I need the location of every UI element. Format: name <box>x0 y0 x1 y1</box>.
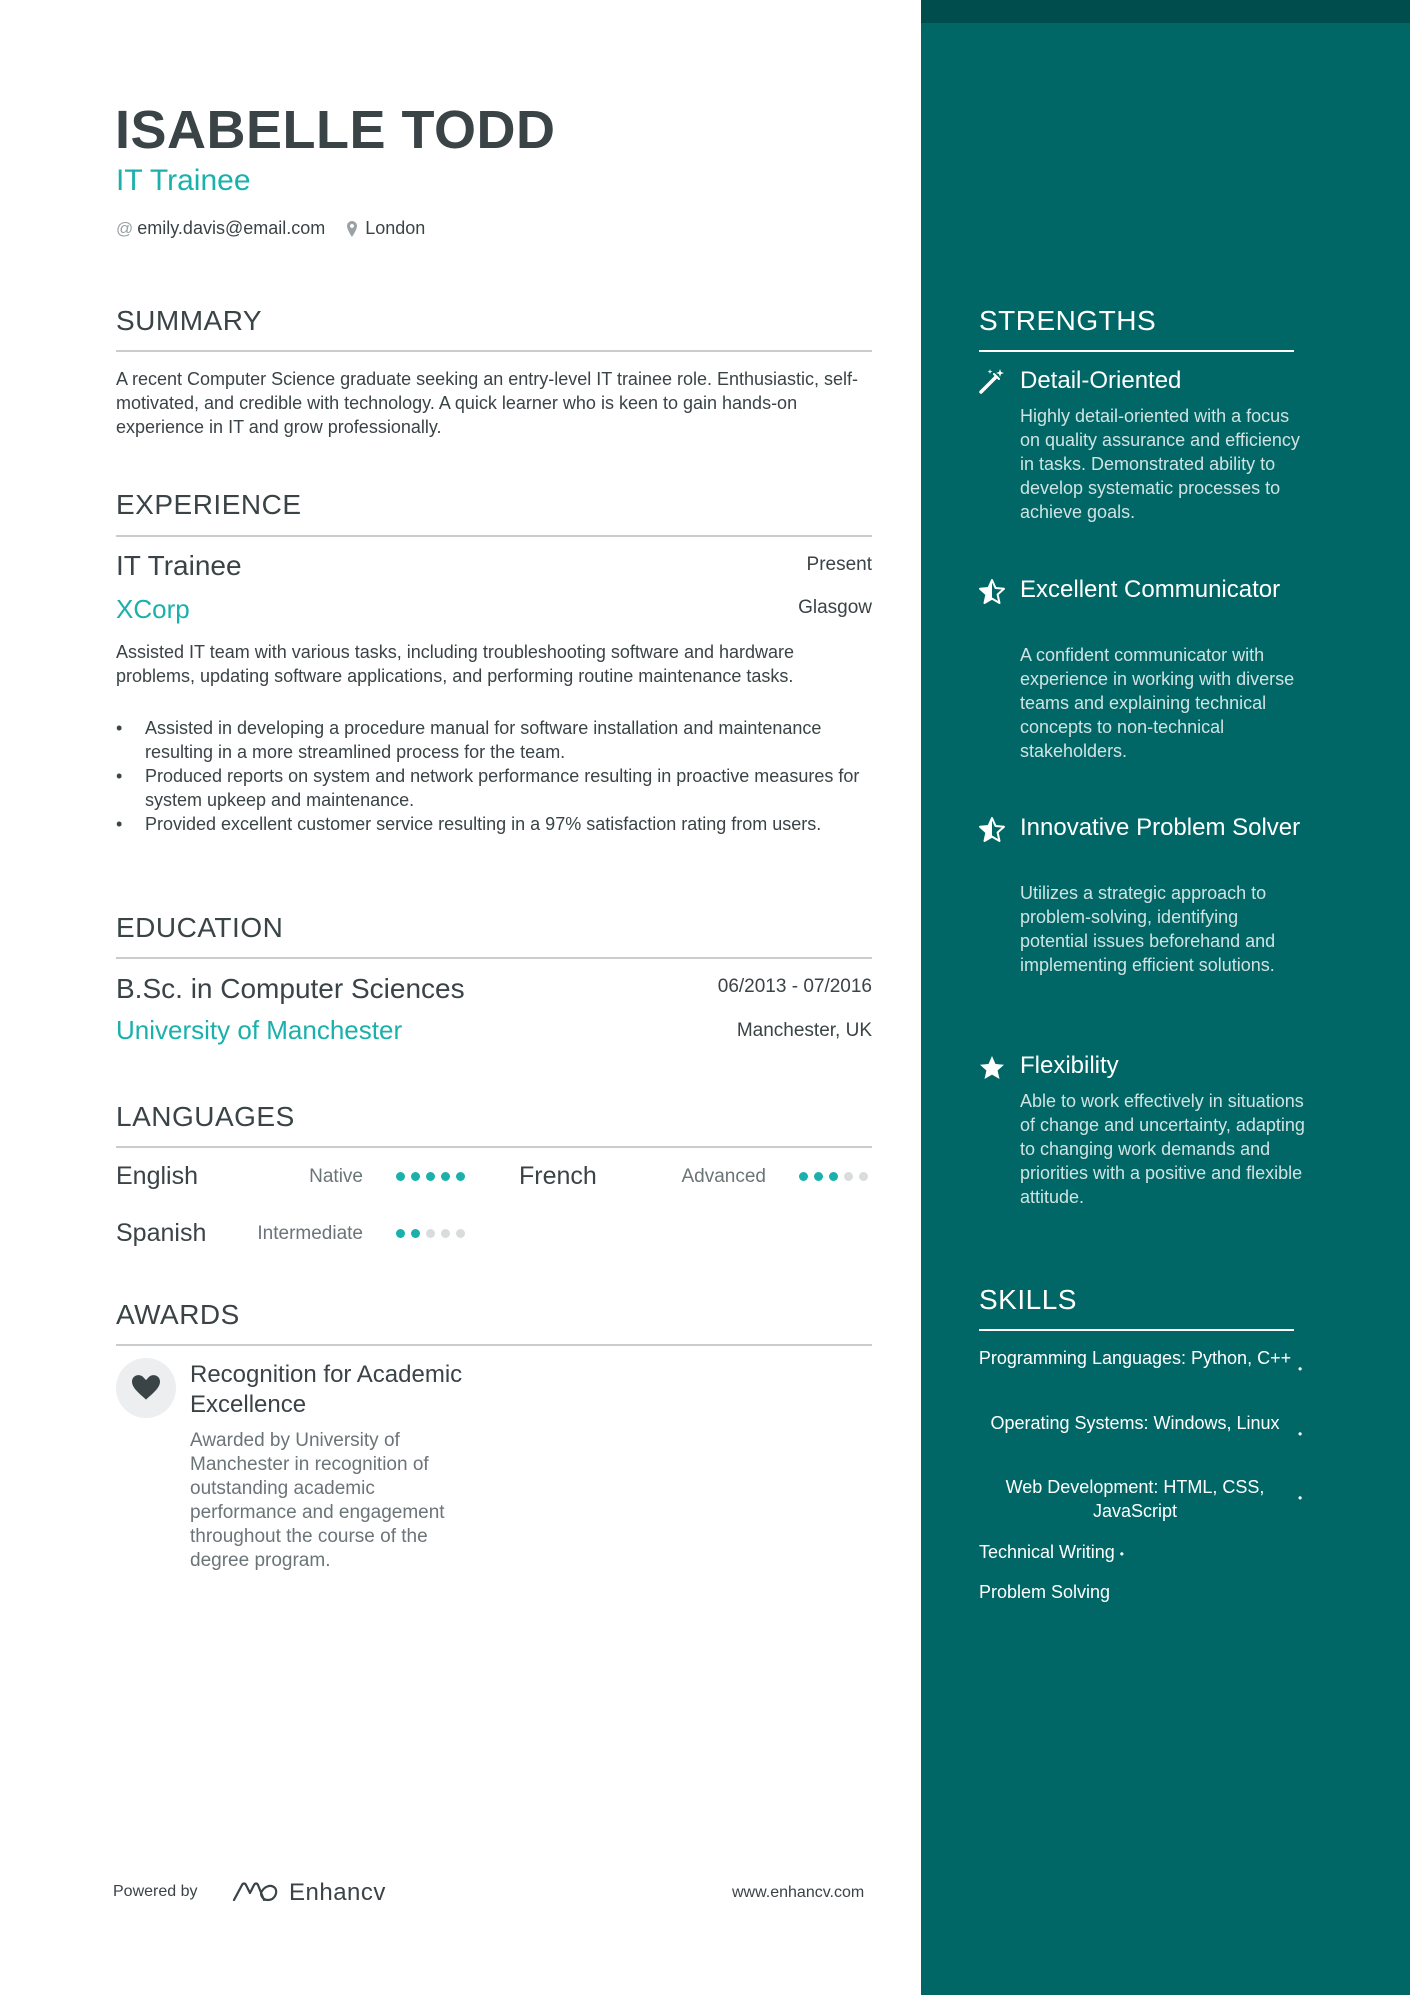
job-date: Present <box>806 554 872 575</box>
rating-dot-empty <box>441 1229 450 1238</box>
job-bullets <box>116 716 876 836</box>
company-name: XCorp <box>116 594 190 624</box>
contact-line <box>116 218 425 239</box>
sidebar <box>921 0 1410 1995</box>
award-description: Awarded by University of Manchester in recognition of outstanding academic performance and engagement throughout the course of the degree program. <box>190 1430 445 1571</box>
strength-title: Innovative Problem Solver <box>1020 814 1301 841</box>
summary-heading: SUMMARY <box>116 305 263 336</box>
job-description: Assisted IT team with various tasks, including troubleshooting software and hardware problems, updating software applications, and performing routine maintenance tasks. <box>116 642 795 686</box>
rating-dot-filled <box>396 1172 405 1181</box>
education-divider <box>116 957 872 959</box>
rating-dot-empty <box>844 1172 853 1181</box>
summary-divider <box>116 350 872 352</box>
skill-separator: • <box>1298 1427 1303 1441</box>
candidate-name: ISABELLE TODD <box>115 100 556 160</box>
location: London <box>365 218 426 238</box>
email[interactable]: emily.davis@email.com <box>137 218 326 238</box>
skill-item <box>979 1540 1124 1566</box>
skill-separator: • <box>1298 1362 1303 1376</box>
heart-icon <box>132 1375 160 1401</box>
rating-dot-filled <box>829 1172 838 1181</box>
language-level: Intermediate <box>257 1223 363 1244</box>
rating-dot-filled <box>411 1229 420 1238</box>
powered-by-label: Powered by <box>113 1883 198 1900</box>
strength-title: Excellent Communicator <box>1020 576 1281 603</box>
language-rating <box>396 1229 465 1238</box>
strength-title: Flexibility <box>1020 1052 1119 1079</box>
education-heading: EDUCATION <box>116 912 284 943</box>
job-location: Glasgow <box>798 597 872 618</box>
rating-dot-empty <box>426 1229 435 1238</box>
language-name: French <box>519 1162 597 1190</box>
skill-item: Web Development: HTML, CSS, JavaScript <box>1005 1477 1265 1521</box>
degree: B.Sc. in Computer Sciences <box>116 973 465 1004</box>
language-name: Spanish <box>116 1219 207 1247</box>
skill-item: Problem Solving <box>979 1582 1111 1602</box>
awards-divider <box>116 1344 872 1346</box>
sidebar-top-bar <box>921 0 1410 23</box>
experience-heading: EXPERIENCE <box>116 489 302 520</box>
strengths-heading: STRENGTHS <box>979 305 1157 336</box>
language-name: English <box>116 1162 198 1190</box>
skill-item: Programming Languages: Python, C++ <box>978 1348 1292 1368</box>
enhancv-logo-icon <box>231 1880 279 1906</box>
education-location: Manchester, UK <box>736 1020 872 1041</box>
strengths-divider <box>979 350 1294 352</box>
skill-separator: • <box>1298 1491 1303 1505</box>
footer-url[interactable]: www.enhancv.com <box>732 1884 865 1901</box>
job-role: IT Trainee <box>116 550 242 581</box>
skills-heading: SKILLS <box>979 1284 1077 1315</box>
job-bullet: • Assisted in developing a procedure manual for software installation and maintenance resulting in a more streamlined process for the team. <box>116 716 876 764</box>
enhancv-logo[interactable] <box>231 1879 386 1907</box>
language-rating <box>396 1172 465 1181</box>
star-icon <box>978 1054 1006 1082</box>
skill-separator: • <box>1119 1547 1124 1561</box>
strength-title: Detail-Oriented <box>1020 367 1182 394</box>
award-title: Recognition for Academic Excellence <box>190 1361 463 1418</box>
candidate-title: IT Trainee <box>116 164 251 197</box>
rating-dot-filled <box>441 1172 450 1181</box>
strength-description: A confident communicator with experience in working with diverse teams and explaining technical concepts to non-technical stakeholders. <box>1020 645 1295 761</box>
rating-dot-empty <box>456 1229 465 1238</box>
job-bullet: • Produced reports on system and network performance resulting in proactive measures for system upkeep and maintenance. <box>116 764 876 812</box>
education-dates: 06/2013 - 07/2016 <box>717 976 872 997</box>
rating-dot-filled <box>426 1172 435 1181</box>
experience-divider <box>116 535 872 537</box>
rating-dot-filled <box>456 1172 465 1181</box>
skill-label: Technical Writing <box>979 1542 1115 1562</box>
languages-heading: LANGUAGES <box>116 1101 295 1132</box>
star-half-icon <box>978 578 1006 606</box>
language-level: Advanced <box>681 1166 766 1187</box>
brand-name: Enhancv <box>289 1879 386 1906</box>
language-rating <box>799 1172 868 1181</box>
magic-wand-icon <box>978 367 1006 395</box>
rating-dot-filled <box>814 1172 823 1181</box>
star-half-icon <box>978 816 1006 844</box>
rating-dot-filled <box>396 1229 405 1238</box>
strength-description: Utilizes a strategic approach to problem-solving, identifying potential issues beforehand and implementing efficient solutions. <box>1020 883 1276 975</box>
strength-description: Able to work effectively in situations of change and uncertainty, adapting to changing work demands and priorities with a positive and flexible attitude. <box>1020 1091 1305 1207</box>
summary-text: A recent Computer Science graduate seeking an entry-level IT trainee role. Enthusiastic, self-motivated, and credible with technology. A quick learner who is keen to gain hands-on experience in IT and grow professionally. <box>116 369 859 437</box>
rating-dot-filled <box>799 1172 808 1181</box>
at-icon: @ <box>116 218 134 238</box>
language-level: Native <box>309 1166 363 1187</box>
rating-dot-filled <box>411 1172 420 1181</box>
rating-dot-empty <box>859 1172 868 1181</box>
pin-icon <box>347 221 357 237</box>
languages-divider <box>116 1146 872 1148</box>
skill-item: Operating Systems: Windows, Linux <box>990 1413 1280 1433</box>
skills-divider <box>979 1329 1294 1331</box>
job-bullet: • Provided excellent customer service resulting in a 97% satisfaction rating from users. <box>116 812 876 836</box>
award-icon-badge <box>116 1358 176 1418</box>
school-name: University of Manchester <box>116 1015 403 1045</box>
awards-heading: AWARDS <box>116 1299 240 1330</box>
strength-description: Highly detail-oriented with a focus on quality assurance and efficiency in tasks. Demonstrated ability to develop systematic processes to achieve goals. <box>1020 406 1300 522</box>
